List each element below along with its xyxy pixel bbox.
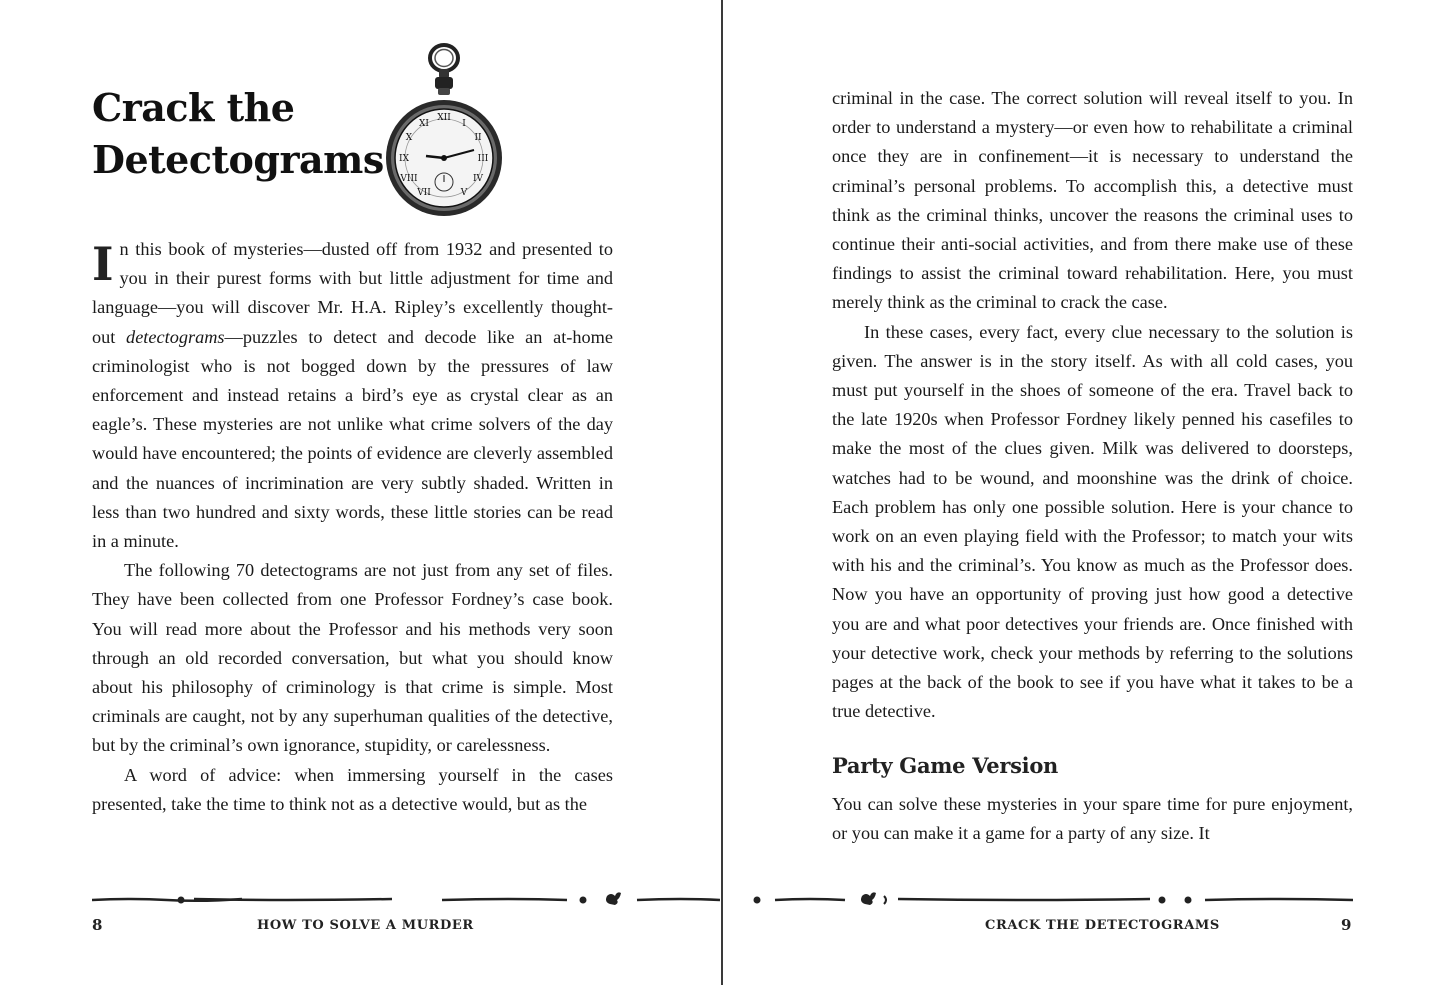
running-head-left: HOW TO SOLVE A MURDER — [257, 918, 474, 933]
chapter-title-line-1: Crack the — [92, 85, 295, 130]
drop-cap: I — [92, 237, 114, 291]
paragraph: In these cases, every fact, every clue necessary to the solution is given. The answer is in the story itself. As with all cold cases, you must put yourself in the shoes of someone of the era. Travel back to the late 1920s when Professor Fordney likely penned his casefiles to make the most of the clues given. Milk was delivered to doorsteps, watches had to be wound, and moonshine was the drink of choice. Each problem has only one possible solution. Here is your chance to work on an even playing field with the Professor; to match your wits with his and the criminal’s. You know as much as the Professor does. Now you have an opportunity of proving just how good a detective you are and what poor detectives your friends are. Once finished with your detective work, check your methods by referring to the solutions pages at the back of the book to see if you have what it takes to be a true detective. — [832, 321, 1353, 722]
svg-text:III: III — [477, 154, 489, 164]
chapter-title — [92, 82, 384, 186]
page-number-left: 8 — [92, 916, 103, 934]
paragraph-text: —puzzles to detect and decode like an at-home criminologist who is not bogged down by the pressures of law enforcement and instead retains a bird’s eye as crystal clear as an eagle’s. These mysteries are not unlike what crime solvers of the day would have encountered; the points of evidence are cleverly assembled and the nuances of incrimination are very subtly shaded. Written in less than two hundred and sixty words, these little stories can be read in a minute. — [92, 326, 613, 552]
paragraph: The following 70 detectograms are not just from any set of files. They have been collected from one Professor Fordney’s case book. You will read more about the Professor and his methods very soon through an old recorded conversation, but what you should know about his philosophy of criminology is that crime is simple. Most criminals are caught, not by any superhuman qualities of the detective, but by the criminal’s own ignorance, stupidity, or carelessness. — [92, 560, 613, 756]
chapter-title-line-2: Detectograms — [92, 137, 384, 182]
svg-text:VII: VII — [417, 188, 431, 198]
paragraph-text: n this book of mysteries—dusted off from 1932 and presented to you in their purest forms with but little adjustment for time and language—you will discover Mr. H.A. Ripley’s excellently thought-out — [92, 239, 613, 347]
svg-text:XII: XII — [437, 113, 451, 123]
right-ornamental-rule — [750, 890, 1353, 910]
pocket-watch-icon — [382, 42, 504, 220]
running-head-right: CRACK THE DETECTOGRAMS — [985, 918, 1220, 933]
svg-text:V: V — [460, 188, 468, 198]
squirrel-ornament-icon — [861, 892, 886, 905]
right-page — [832, 0, 1353, 985]
italic-term: detectograms — [126, 326, 225, 347]
svg-text:IX: IX — [399, 154, 409, 164]
paragraph: criminal in the case. The correct solution will reveal itself to you. In order to understand a mystery—or even how to rehabilitate a criminal once they are in confinement—it is necessary to understand the criminal’s personal problems. To accomplish this, a detective must think as the criminal thinks, uncover the reasons the criminal uses to continue their anti-social activities, and from there make use of these findings to assist the criminal toward rehabilitation. Here, you must merely think as the criminal to crack the case. — [832, 88, 1353, 313]
svg-text:IV: IV — [472, 174, 484, 184]
svg-text:X: X — [405, 133, 413, 143]
paragraph: You can solve these mysteries in your spare time for pure enjoyment, or you can make it a game for a party of any size. It — [832, 794, 1353, 844]
book-gutter — [721, 0, 723, 985]
left-ornamental-rule — [92, 890, 720, 910]
squirrel-ornament-icon — [606, 892, 621, 905]
paragraph: A word of advice: when immersing yourself in the cases presented, take the time to think not as a detective would, but as the — [92, 764, 613, 814]
page-number-right: 9 — [1341, 916, 1352, 934]
section-heading: Party Game Version — [832, 753, 1059, 778]
paragraph — [92, 235, 613, 556]
svg-text:VIII: VIII — [400, 174, 418, 184]
right-body-text-continued — [832, 790, 1353, 848]
left-body-text — [92, 235, 613, 819]
svg-text:I: I — [462, 119, 466, 129]
svg-text:II: II — [474, 133, 482, 143]
right-body-text — [832, 84, 1353, 726]
svg-text:XI: XI — [419, 119, 429, 129]
left-page — [92, 0, 613, 985]
